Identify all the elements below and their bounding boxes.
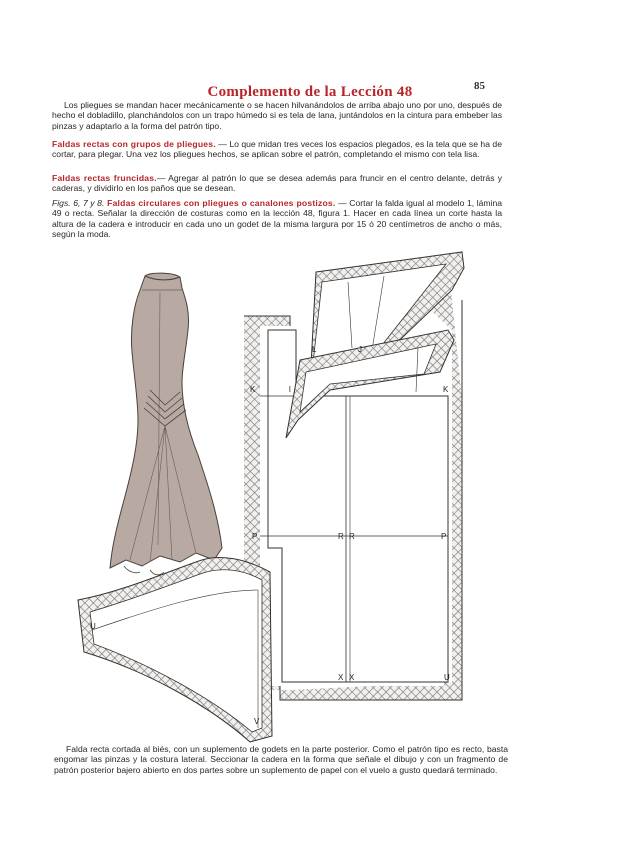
subheading-gathered: Faldas rectas fruncidas. [52, 173, 157, 183]
figure-caption: Falda recta cortada al biés, con un suplemento de godets en la parte posterior. Como el patrón tipo es recto, basta engomar las pinzas y la costura lateral. Seccionar la cadera en la forma que señale el dibujo y con un fragmento de patrón posterior bajero abierto en dos partes sobre un suplemento de papel con el vuelo a gusto quedará terminado. [54, 744, 508, 775]
paragraph-pleat-groups-text: — Lo que midan tres veces los espacios plegados, es la tela que se ha de cortar, para plegar. Una vez los pliegues hechos, se aplican sobre el patrón, completando el mismo con tela lisa. [52, 139, 502, 160]
paragraph-gathered-text: — Agregar al patrón lo que se desea además para fruncir en el centro delante, detrás y caderas, y dividirlo en los paños que se desean. [52, 173, 502, 194]
label-r-right: R [349, 532, 355, 541]
label-u-right: U [444, 673, 450, 682]
page-heading: Complemento de la Lección 48 [207, 84, 413, 100]
label-l-left: l [289, 385, 291, 394]
label-p-right: P [441, 532, 447, 541]
label-p-left: P [252, 532, 258, 541]
label-u-bottom: U [90, 622, 96, 631]
gown-illustration [110, 273, 222, 575]
subheading-circular: Faldas circulares con pliegues o canalones postizos. [104, 198, 336, 208]
paragraph-pleats: Los pliegues se mandan hacer mecánicamente o se hacen hilvanándolos de arriba abajo uno por uno, después de hecho el dobladillo, planchándolos con un trapo húmedo si es tela de lana, juntándolos en la cintura para embeber las pinzas y adaptarlo a la forma del patrón tipo. [52, 100, 502, 131]
label-x-left: X [338, 673, 344, 682]
label-x-right: X [349, 673, 355, 682]
skirt-godet-pattern [78, 557, 272, 742]
label-v-bottom: V [254, 717, 260, 726]
label-l-upper: L [312, 345, 317, 354]
label-j-upper: J [358, 345, 362, 354]
paragraph-circular-text: — Cortar la falda igual al modelo 1, lámina 49 o recta. Señalar la dirección de costuras como en la lección 48, figura 1. Hacer en cada línea un corte hasta la altura de la cadera e introducir en cada uno un godet de la misma largura por 15 ó 20 centímetros de ancho o más, según la moda. [52, 198, 503, 239]
subheading-pleat-groups: Faldas rectas con grupos de pliegues. [52, 139, 216, 149]
label-k-right: K [443, 385, 449, 394]
figure-reference: Figs. 6, 7 y 8. [52, 198, 105, 208]
page-number: 85 [474, 80, 485, 92]
label-k-left: K [250, 385, 256, 394]
label-r-left: R [338, 532, 344, 541]
